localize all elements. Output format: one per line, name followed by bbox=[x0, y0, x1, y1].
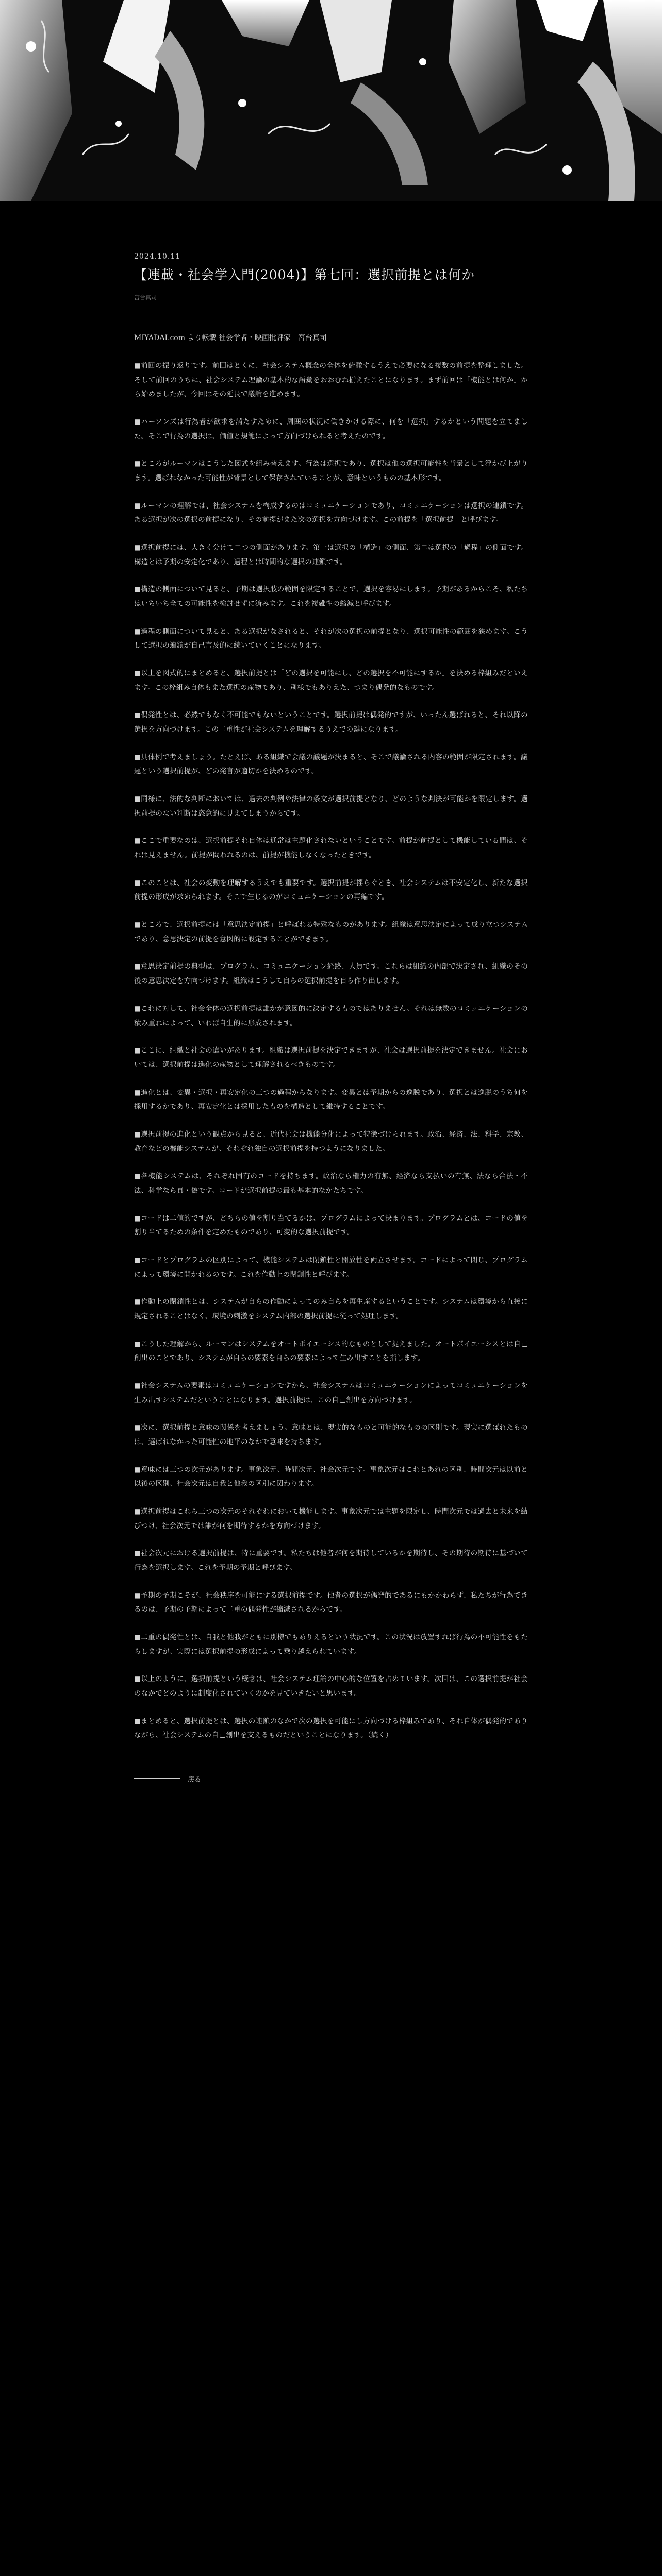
paragraph: ■ルーマンの理解では、社会システムを構成するのはコミュニケーションであり、コミュニケーションは選択の連鎖です。ある選択が次の選択の前提になり、その前提がまた次の選択を方向づけます。この前提を「選択前提」と呼びます。 bbox=[134, 501, 528, 524]
paragraph: ■コードは二値的ですが、どちらの値を割り当てるかは、プログラムによって決まります。プログラムとは、コードの値を割り当てるための条件を定めたものであり、可変的な選択前提です。 bbox=[134, 1214, 528, 1237]
paragraph: ■ところで、選択前提には「意思決定前提」と呼ばれる特殊なものがあります。組織は意思決定によって成り立つシステムであり、意思決定の前提を意図的に設定することができます。 bbox=[134, 921, 528, 943]
paragraph: ■偶発性とは、必然でもなく不可能でもないということです。選択前提は偶発的ですが、いったん選ばれると、それ以降の選択を方向づけます。この二重性が社会システムを理解するうえでの鍵になります。 bbox=[134, 711, 528, 734]
paragraph: ■進化とは、変異・選択・再安定化の三つの過程からなります。変異とは予期からの逸脱であり、選択とは逸脱のうち何を採用するかであり、再安定化とは採用したものを構造として維持することです。 bbox=[134, 1088, 528, 1111]
paragraph: ■選択前提はこれら三つの次元のそれぞれにおいて機能します。事象次元では主題を限定し、時間次元では過去と未来を結びつけ、社会次元では誰が何を期待するかを方向づけます。 bbox=[134, 1507, 528, 1530]
paragraph: ■これに対して、社会全体の選択前提は誰かが意図的に決定するものではありません。それは無数のコミュニケーションの積み重ねによって、いわば自生的に形成されます。 bbox=[134, 1004, 528, 1027]
paragraph: ■まとめると、選択前提とは、選択の連鎖のなかで次の選択を可能にし方向づける枠組みであり、それ自体が偶発的でありながら、社会システムの自己創出を支えるものだということになります。（続く） bbox=[134, 1717, 528, 1740]
paragraph: ■意思決定前提の典型は、プログラム、コミュニケーション経路、人員です。これらは組織の内部で決定され、組織のその後の意思決定を方向づけます。組織はこうして自らの選択前提を自ら作り出します。 bbox=[134, 962, 528, 986]
paragraph: ■こうした理解から、ルーマンはシステムをオートポイエーシス的なものとして捉えました。オートポイエーシスとは自己創出のことであり、システムが自らの要素を自らの要素によって生み出すことを指します。 bbox=[134, 1340, 528, 1363]
paragraph: ■ここで重要なのは、選択前提それ自体は通常は主題化されないということです。前提が前提として機能している間は、それは見えません。前提が問われるのは、前提が機能しなくなったときです。 bbox=[134, 837, 528, 860]
paragraph: ■このことは、社会の変動を理解するうえでも重要です。選択前提が揺らぐとき、社会システムは不安定化し、新たな選択前提の形成が求められます。そこで生じるのがコミュニケーションの再編です。 bbox=[134, 878, 528, 902]
paragraph: ■次に、選択前提と意味の関係を考えましょう。意味とは、現実的なものと可能的なものの区別です。現実に選ばれたものは、選ばれなかった可能性の地平のなかで意味を持ちます。 bbox=[134, 1423, 528, 1446]
paragraph: ■ここに、組織と社会の違いがあります。組織は選択前提を決定できますが、社会は選択前提を決定できません。社会においては、選択前提は進化の産物として理解されるべきものです。 bbox=[134, 1046, 528, 1069]
article-body bbox=[134, 359, 528, 1743]
category-link[interactable]: 宮台真司 bbox=[134, 294, 157, 301]
paragraph: ■二重の偶発性とは、自我と他我がともに別様でもありえるという状況です。この状況は放置すれば行為の不可能性をもたらしますが、実際には選択前提の形成によって乗り越えられています。 bbox=[134, 1633, 528, 1656]
paragraph: ■構造の側面について見ると、予期は選択肢の範囲を限定することで、選択を容易にします。予期があるからこそ、私たちはいちいち全ての可能性を検討せずに済みます。これを複雑性の縮減と呼びます。 bbox=[134, 585, 528, 608]
paragraph: ■作動上の閉鎖性とは、システムが自らの作動によってのみ自らを再生産するということです。システムは環境から直接に規定されることはなく、環境の刺激をシステム内部の選択前提に従って処理します。 bbox=[134, 1298, 528, 1320]
paragraph: ■過程の側面について見ると、ある選択がなされると、それが次の選択の前提となり、選択可能性の範囲を狭めます。こうして選択の連鎖が自己言及的に続いていくことになります。 bbox=[134, 627, 528, 650]
back-link[interactable] bbox=[134, 1774, 528, 1784]
paragraph: ■同様に、法的な判断においては、過去の判例や法律の条文が選択前提となり、どのような判決が可能かを限定します。選択前提のない判断は恣意的に見えてしまうからです。 bbox=[134, 795, 528, 818]
article bbox=[134, 252, 528, 1784]
paragraph: ■以上を図式的にまとめると、選択前提とは「どの選択を可能にし、どの選択を不可能にするか」を決める枠組みだといえます。この枠組み自体もまた選択の産物であり、別様でもありえた、つまり偶発的なものです。 bbox=[134, 669, 528, 692]
post-date: 2024.10.11 bbox=[134, 252, 181, 261]
hero-artwork bbox=[0, 0, 662, 201]
hero-image bbox=[0, 0, 662, 201]
back-label: 戻る bbox=[188, 1776, 202, 1784]
article-title: 【連載・社会学入門(2004)】第七回：選択前提とは何か bbox=[134, 267, 475, 282]
paragraph: ■具体例で考えましょう。たとえば、ある組織で会議の議題が決まると、そこで議論される内容の範囲が限定されます。議題という選択前提が、どの発言が適切かを決めるのです。 bbox=[134, 753, 528, 776]
paragraph: ■選択前提には、大きく分けて二つの側面があります。第一は選択の「構造」の側面、第二は選択の「過程」の側面です。構造とは予期の安定化であり、過程とは時間的な選択の連鎖です。 bbox=[134, 544, 528, 566]
paragraph: ■前回の振り返りです。前回はとくに、社会システム概念の全体を俯瞰するうえで必要になる複数の前提を整理しました。そして前回のうちに、社会システム理論の基本的な語彙をおおむね揃えたことになります。まず前回は「機能とは何か」から始めましたが、今回はその延長で議論を進めます。 bbox=[134, 362, 528, 399]
paragraph: ■予期の予期こそが、社会秩序を可能にする選択前提です。他者の選択が偶発的であるにもかかわらず、私たちが行為できるのは、予期の予期によって二重の偶発性が縮減されるからです。 bbox=[134, 1591, 528, 1614]
paragraph: ■選択前提の進化という観点から見ると、近代社会は機能分化によって特徴づけられます。政治、経済、法、科学、宗教、教育などの機能システムが、それぞれ独自の選択前提を持つようになりました。 bbox=[134, 1130, 528, 1153]
paragraph: ■コードとプログラムの区別によって、機能システムは閉鎖性と開放性を両立させます。コードによって閉じ、プログラムによって環境に開かれるのです。これを作動上の閉鎖性と呼びます。 bbox=[134, 1256, 528, 1279]
paragraph: ■ところがルーマンはこうした図式を組み替えます。行為は選択であり、選択は他の選択可能性を背景として浮かび上がります。選ばれなかった可能性が背景として保存されていることが、意味というものの基本形です。 bbox=[134, 460, 528, 483]
paragraph: ■社会次元における選択前提は、特に重要です。私たちは他者が何を期待しているかを期待し、その期待の期待に基づいて行為を選択します。これを予期の予期と呼びます。 bbox=[134, 1549, 528, 1572]
paragraph: ■パーソンズは行為者が欲求を満たすために、周囲の状況に働きかける際に、何を「選択」するかという問題を立てました。そこで行為の選択は、価値と規範によって方向づけられると考えたのです。 bbox=[134, 418, 528, 440]
paragraph: ■各機能システムは、それぞれ固有のコードを持ちます。政治なら権力の有無、経済なら支払いの有無、法なら合法・不法、科学なら真・偽です。コードが選択前提の最も基本的なかたちです。 bbox=[134, 1172, 528, 1195]
paragraph: ■社会システムの要素はコミュニケーションですから、社会システムはコミュニケーションによってコミュニケーションを生み出すシステムだということになります。選択前提は、この自己創出を方向づけます。 bbox=[134, 1381, 528, 1404]
paragraph: ■意味には三つの次元があります。事象次元、時間次元、社会次元です。事象次元はこれとあれの区別、時間次元は以前と以後の区別、社会次元は自我と他我の区別に関わります。 bbox=[134, 1465, 528, 1488]
byline: MIYADAI.com より転載 社会学者・映画批評家 宮台真司 bbox=[134, 334, 327, 342]
back-line-icon bbox=[134, 1778, 180, 1779]
paragraph: ■以上のように、選択前提という概念は、社会システム理論の中心的な位置を占めています。次回は、この選択前提が社会のなかでどのように制度化されていくのかを見ていきたいと思います。 bbox=[134, 1675, 528, 1698]
